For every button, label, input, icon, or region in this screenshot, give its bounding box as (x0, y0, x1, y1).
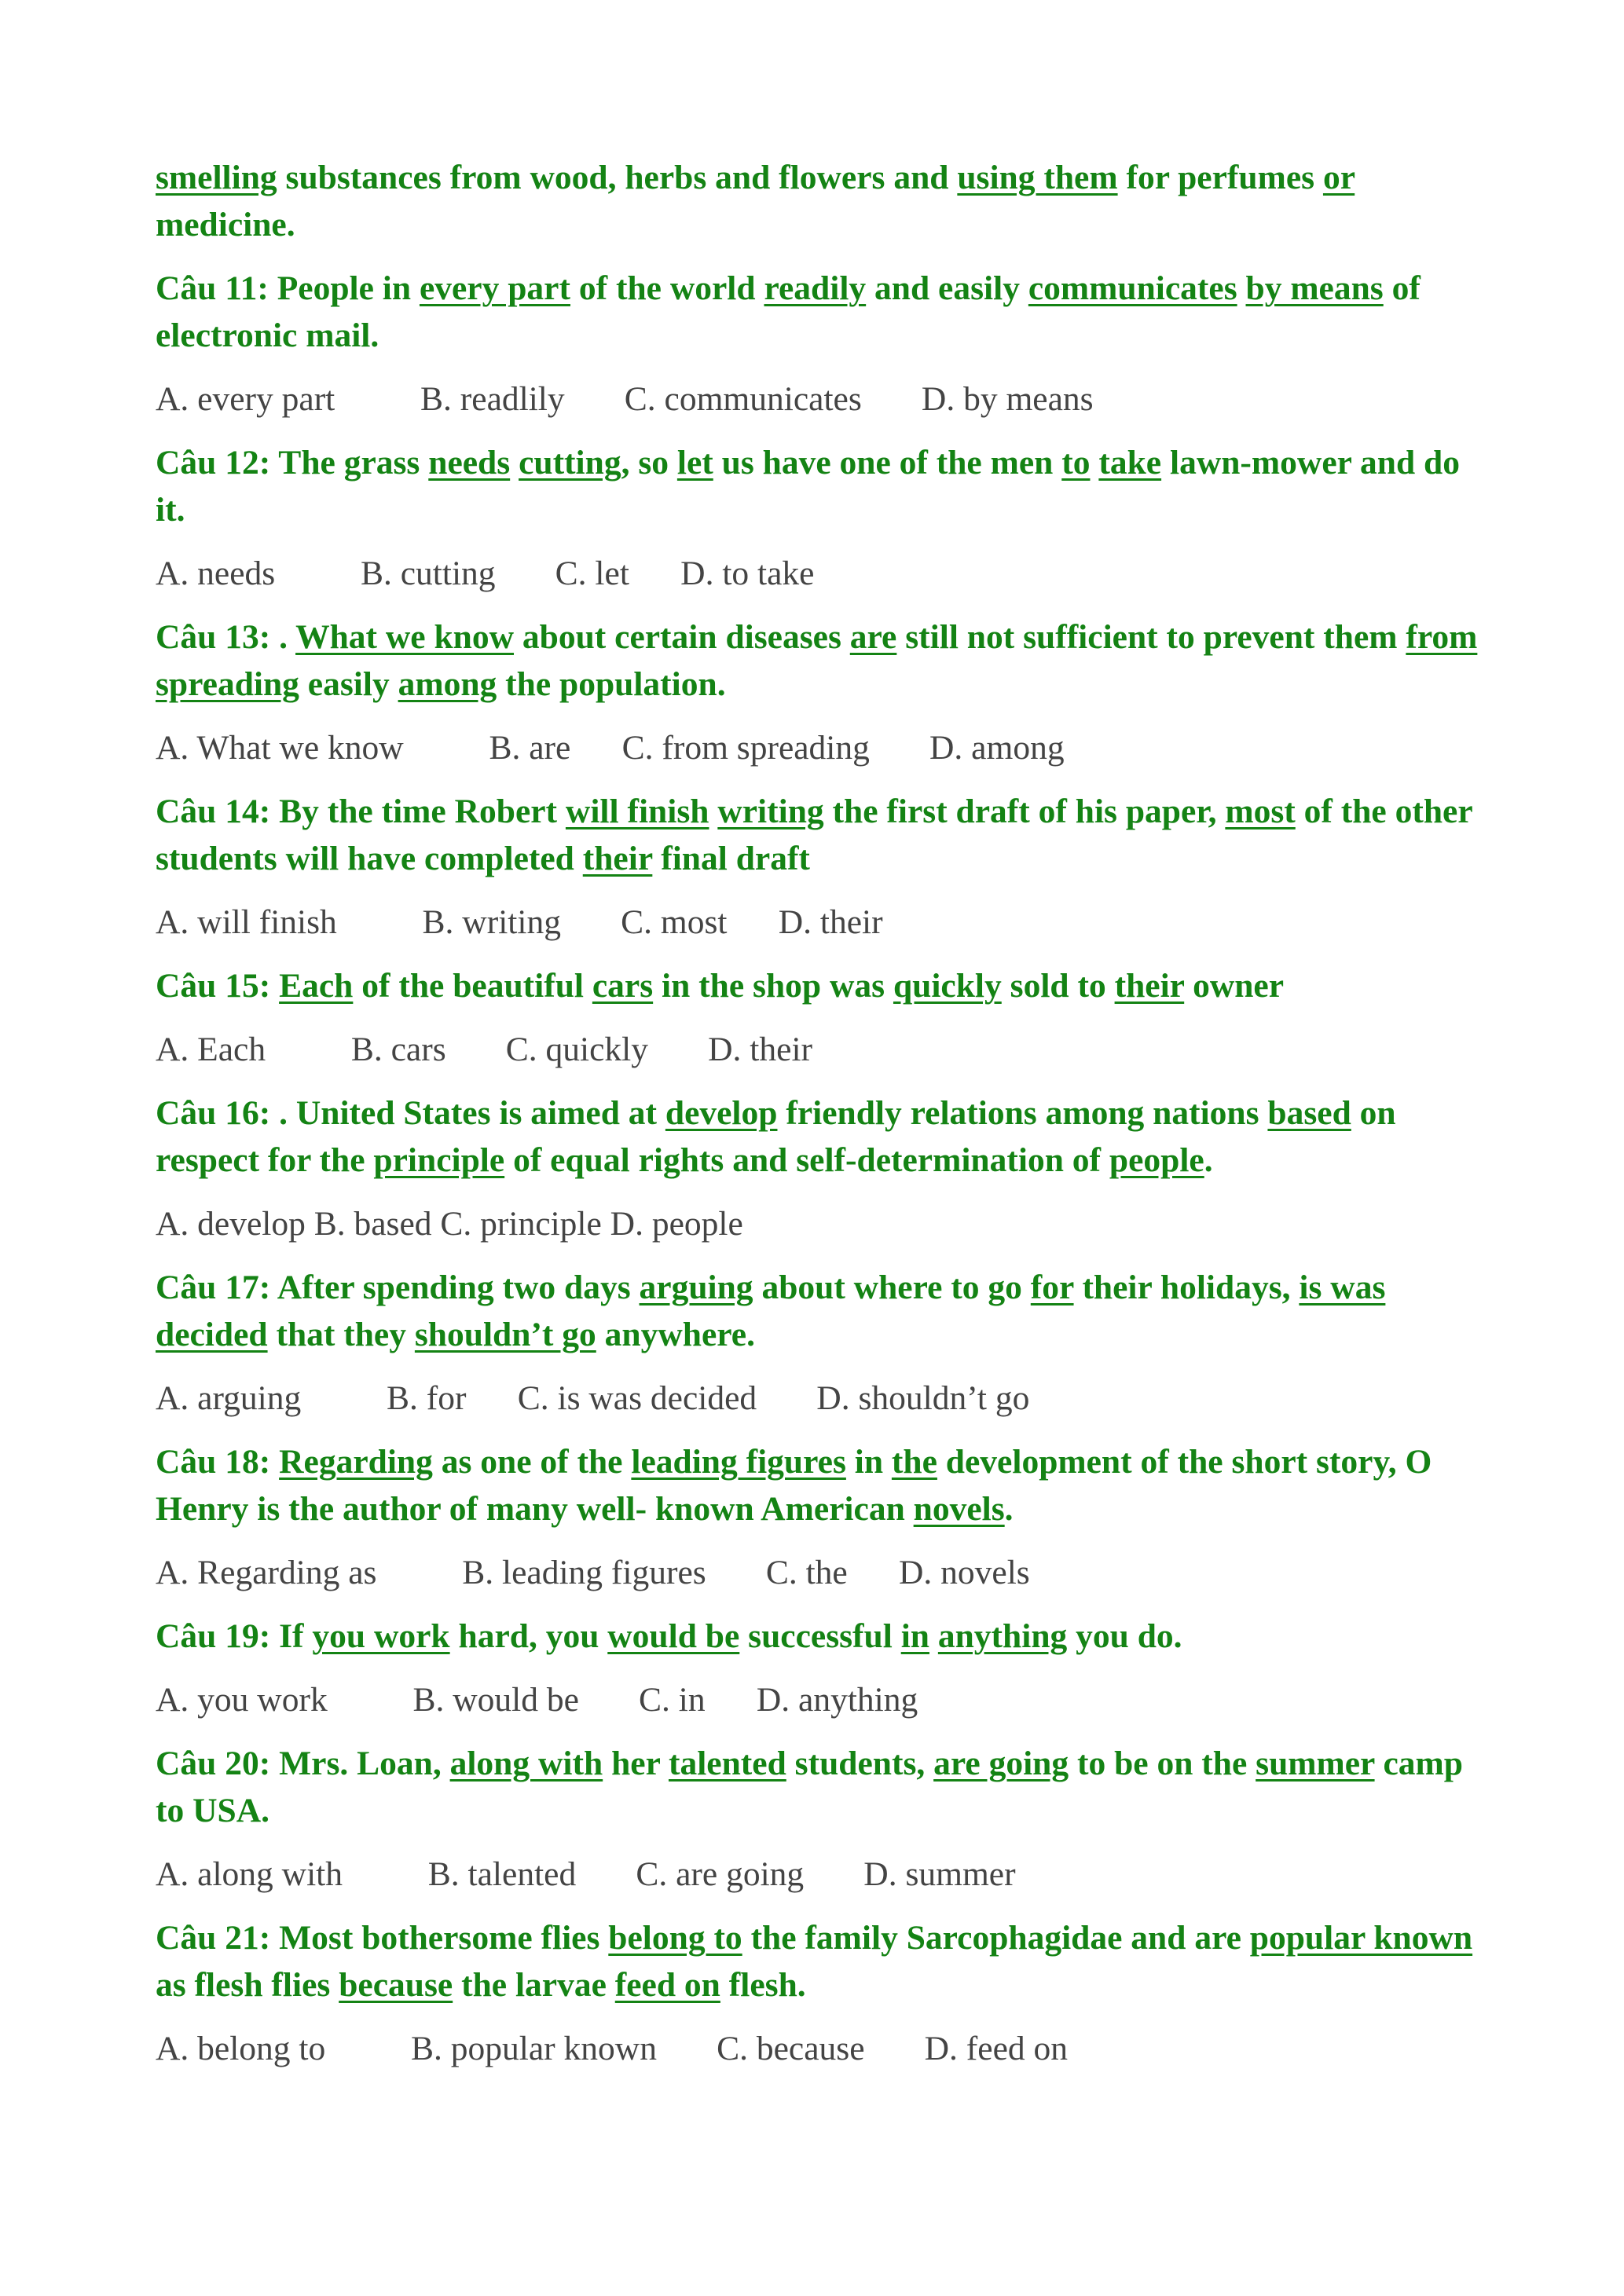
question-q13 (156, 613, 1491, 708)
underlined-phrase: you work (312, 1617, 450, 1655)
underlined-phrase: or (1322, 159, 1355, 196)
question-text: Câu 18: (156, 1443, 280, 1481)
answer-options-q11: A. every part B. readlily C. communicates D. by means (156, 380, 1094, 418)
underlined-phrase: anything (937, 1617, 1068, 1655)
question-text (709, 793, 717, 830)
question-q18 (156, 1438, 1491, 1532)
question-text: hard, you (449, 1617, 608, 1655)
question-text: substances from wood, herbs and flowers and (277, 159, 958, 196)
question-text: lawn-mower and do it. (156, 444, 1460, 529)
underlined-phrase: are going (933, 1745, 1069, 1782)
answer-options-q15: A. Each B. cars C. quickly D. their (156, 1031, 813, 1068)
question-q11 (156, 265, 1491, 359)
question-q17 (156, 1264, 1491, 1358)
underlined-phrase: smelling (156, 159, 277, 196)
underlined-phrase: arguing (639, 1269, 753, 1306)
question-text: of the beautiful (353, 967, 592, 1005)
answer-options-q20: A. along with B. talented C. are going D. summer (156, 1855, 1016, 1893)
question-q21 (156, 1914, 1491, 2009)
underlined-phrase: are (849, 618, 897, 656)
question-text: final draft (652, 840, 810, 877)
question-text: in (845, 1443, 892, 1481)
document-body (156, 154, 1491, 2089)
underlined-phrase: summer (1256, 1745, 1375, 1782)
underlined-phrase: using them (957, 159, 1118, 196)
question-text: flesh. (720, 1966, 806, 2004)
question-text: Câu 13: . (156, 618, 296, 656)
underlined-phrase: by means (1245, 269, 1384, 307)
question-q15 (156, 962, 1491, 1009)
question-text (929, 1617, 938, 1655)
question-text: for perfumes (1117, 159, 1323, 196)
underlined-phrase: for (1030, 1269, 1074, 1306)
underlined-phrase: along with (449, 1745, 603, 1782)
underlined-phrase: belong to (608, 1919, 742, 1957)
underlined-phrase: cutting (519, 444, 621, 482)
question-text: medicine. (156, 206, 295, 244)
question-text: about certain diseases (514, 618, 850, 656)
underlined-phrase: to (1061, 444, 1091, 482)
question-text: of equal rights and self-determination of (504, 1141, 1109, 1179)
question-text: their holidays, (1073, 1269, 1300, 1306)
underlined-phrase: needs (428, 444, 511, 482)
question-text: friendly relations among nations (777, 1094, 1268, 1132)
question-text: the first draft of his paper, (823, 793, 1226, 830)
underlined-phrase: Each (279, 967, 354, 1005)
question-text: the family Sarcophagidae and are (742, 1919, 1250, 1957)
question-text: as flesh flies (156, 1966, 339, 2004)
question-q20 (156, 1740, 1491, 1834)
question-text: , so (621, 444, 677, 482)
question-q19 (156, 1613, 1491, 1660)
question-text: Câu 14: By the time Robert (156, 793, 566, 830)
question-text: Câu 16: . United States is aimed at (156, 1094, 665, 1132)
question-text: . (1204, 1141, 1213, 1179)
answer-options-q12: A. needs B. cutting C. let D. to take (156, 555, 815, 592)
question-text: Câu 21: Most bothersome flies (156, 1919, 609, 1957)
underlined-phrase: quickly (893, 967, 1002, 1005)
question-text: about where to go (753, 1269, 1031, 1306)
underlined-phrase: their (1114, 967, 1185, 1005)
answer-options-q21: A. belong to B. popular known C. because D. feed on (156, 2030, 1069, 2067)
question-text: Câu 20: Mrs. Loan, (156, 1745, 450, 1782)
answer-options-q18: A. Regarding as B. leading figures C. the D. novels (156, 1554, 1030, 1591)
question-text: of the world (570, 269, 764, 307)
question-text: in the shop was (653, 967, 893, 1005)
question-text: the population. (497, 665, 726, 703)
question-text: on respect for the (156, 1094, 1396, 1179)
question-text: and easily (866, 269, 1028, 307)
underlined-phrase: cars (592, 967, 654, 1005)
underlined-phrase: popular known (1249, 1919, 1473, 1957)
question-q14 (156, 788, 1491, 882)
underlined-phrase: in (900, 1617, 929, 1655)
answer-options-q13: A. What we know B. are C. from spreading D. among (156, 729, 1065, 767)
underlined-phrase: feed on (614, 1966, 720, 2004)
underlined-phrase: their (582, 840, 653, 877)
question-text: Câu 17: After spending two days (156, 1269, 640, 1306)
question-text (1237, 269, 1246, 307)
answer-options-q16: A. develop B. based C. principle D. people (156, 1205, 743, 1243)
underlined-phrase: develop (665, 1094, 778, 1132)
answer-options-q19: A. you work B. would be C. in D. anything (156, 1681, 918, 1719)
question-text: Câu 11: People in (156, 269, 420, 307)
question-q10-tail (156, 154, 1491, 248)
question-text: . (1004, 1490, 1014, 1528)
underlined-phrase: would be (607, 1617, 740, 1655)
underlined-phrase: novels (913, 1490, 1005, 1528)
question-text: to be on the (1069, 1745, 1256, 1782)
question-text: that they (267, 1316, 415, 1353)
question-text: students, (786, 1745, 934, 1782)
answer-options-q17: A. arguing B. for C. is was decided D. shouldn’t go (156, 1379, 1030, 1417)
underlined-phrase: among (398, 665, 497, 703)
underlined-phrase: principle (373, 1141, 505, 1179)
underlined-phrase: because (339, 1966, 453, 2004)
underlined-phrase: take (1098, 444, 1162, 482)
underlined-phrase: let (676, 444, 713, 482)
underlined-phrase: is was decided (156, 1269, 1386, 1353)
question-text: Câu 19: If (156, 1617, 313, 1655)
question-text: Câu 12: The grass (156, 444, 429, 482)
question-text: us have one of the men (713, 444, 1062, 482)
underlined-phrase: Regarding (279, 1443, 433, 1481)
underlined-phrase: people (1109, 1141, 1204, 1179)
question-text: still not sufficient to prevent them (896, 618, 1406, 656)
underlined-phrase: from spreading (156, 618, 1478, 703)
question-text: easily (299, 665, 398, 703)
underlined-phrase: What we know (295, 618, 515, 656)
underlined-phrase: leading figures (631, 1443, 846, 1481)
underlined-phrase: based (1267, 1094, 1351, 1132)
question-text: as one of the (432, 1443, 632, 1481)
question-text: development of the short story, O Henry is the author of many well- known American (156, 1443, 1432, 1528)
underlined-phrase: communicates (1028, 269, 1237, 307)
underlined-phrase: the (891, 1443, 937, 1481)
question-text: the larvae (453, 1966, 615, 2004)
question-q16 (156, 1089, 1491, 1184)
question-text (510, 444, 519, 482)
question-text: Câu 15: (156, 967, 280, 1005)
question-text: camp to USA. (156, 1745, 1463, 1829)
answer-options-q14: A. will finish B. writing C. most D. their (156, 903, 883, 941)
question-text: owner (1184, 967, 1285, 1005)
question-q12 (156, 439, 1491, 533)
question-text: successful (739, 1617, 901, 1655)
underlined-phrase: will finish (565, 793, 709, 830)
question-text: her (603, 1745, 669, 1782)
underlined-phrase: writing (717, 793, 824, 830)
question-text: of the other students will have completed (156, 793, 1472, 877)
underlined-phrase: talented (668, 1745, 786, 1782)
question-text: of electronic mail. (156, 269, 1421, 354)
question-text: sold to (1001, 967, 1115, 1005)
question-text: anywhere. (596, 1316, 755, 1353)
underlined-phrase: shouldn’t go (414, 1316, 596, 1353)
underlined-phrase: most (1225, 793, 1296, 830)
question-text: you do. (1067, 1617, 1182, 1655)
underlined-phrase: every part (419, 269, 570, 307)
question-text (1090, 444, 1098, 482)
underlined-phrase: readily (764, 269, 867, 307)
